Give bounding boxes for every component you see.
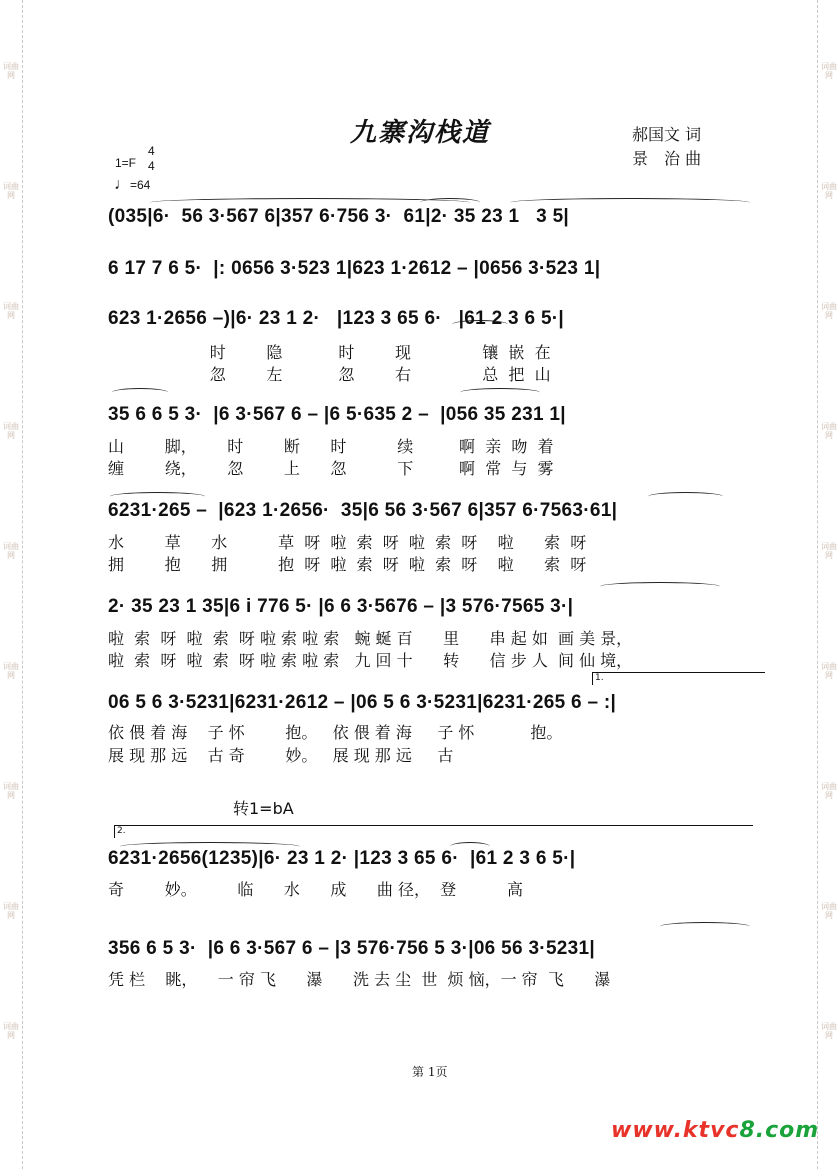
watermark-text: 词曲网 [3, 782, 19, 800]
watermark-text: 词曲网 [3, 182, 19, 200]
time-signature-top: 4 [148, 144, 155, 158]
site-logo-part1: www.ktvc [611, 1118, 740, 1143]
left-margin-strip [0, 0, 23, 1169]
watermark-text: 词曲网 [821, 182, 837, 200]
lyric-line: 凭 栏 眺， 一 帘 飞 瀑 洗 去 尘 世 烦 恼，一 帘 飞 瀑 [108, 970, 611, 989]
watermark-text: 词曲网 [821, 902, 837, 920]
watermark-text: 词曲网 [821, 1022, 837, 1040]
lyric-line: 忽 左 忽 右 总 把 山 [108, 365, 551, 384]
notation-row: 35 6 6 5 3· |6 3·567 6 – |6 5·635 2 – |056 35 231 1| [108, 404, 566, 425]
watermark-text: 词曲网 [821, 62, 837, 80]
notation-row: 623 1·2656 –)|6· 23 1 2· |123 3 65 6· |61 2 3 6 5·| [108, 308, 565, 329]
lyric-line: 时 隐 时 现 镶 嵌 在 [108, 343, 551, 362]
song-title: 九寨沟栈道 [350, 118, 491, 148]
second-ending-bracket [114, 825, 753, 838]
lyric-line: 依 偎 着 海 子 怀 抱。 依 偎 着 海 子 怀 抱。 [108, 723, 563, 742]
slur-mark [460, 388, 540, 397]
notation-row: (035|6· 56 3·567 6|357 6·756 3· 61|2· 35 23 1 3 5| [108, 206, 570, 227]
key-change-marking: 转1=bA [233, 799, 294, 818]
time-signature-bottom: 4 [148, 159, 155, 173]
watermark-text: 词曲网 [821, 662, 837, 680]
lyric-line: 山 脚， 时 断 时 续 啊 亲 吻 着 [108, 437, 554, 456]
quarter-note-icon: ♩ [114, 176, 130, 193]
lyric-line: 水 草 水 草 呀 啦 索 呀 啦 索 呀 啦 索 呀 [108, 533, 587, 552]
lyric-line: 缠 绕， 忽 上 忽 下 啊 常 与 雾 [108, 459, 554, 478]
watermark-text: 词曲网 [3, 662, 19, 680]
notation-row: 6231·265 – |623 1·2656· 35|6 56 3·567 6|357 6·7563·61| [108, 500, 618, 521]
slur-mark [660, 922, 750, 931]
tempo-value: =64 [130, 178, 151, 192]
site-logo [611, 1118, 819, 1143]
site-logo-part2: 8.com [739, 1118, 820, 1143]
watermark-text: 词曲网 [821, 542, 837, 560]
slur-mark [648, 492, 723, 501]
watermark-text: 词曲网 [821, 302, 837, 320]
watermark-text: 词曲网 [3, 302, 19, 320]
notation-row: 356 6 5 3· |6 6 3·567 6 – |3 576·756 5 3·|06 56 3·5231| [108, 938, 596, 959]
time-signature [148, 144, 155, 174]
watermark-text: 词曲网 [821, 422, 837, 440]
lyric-line: 啦 索 呀 啦 索 呀 啦 索 啦 索 蜿 蜒 百 里 串 起 如 画 美 景， [108, 629, 633, 648]
notation-row: 6231·2656(1235)|6· 23 1 2· |123 3 65 6· |61 2 3 6 5·| [108, 848, 576, 869]
watermark-text: 词曲网 [3, 422, 19, 440]
lyric-line: 奇 妙。 临 水 成 曲 径， 登 高 [108, 880, 524, 899]
key-signature: 1=F [115, 156, 137, 170]
lyric-line: 啦 索 呀 啦 索 呀 啦 索 啦 索 九 回 十 转 信 步 人 间 仙 境， [108, 651, 633, 670]
second-ending-label: 2. [117, 826, 126, 836]
watermark-text: 词曲网 [821, 782, 837, 800]
watermark-text: 词曲网 [3, 1022, 19, 1040]
watermark-text: 词曲网 [3, 902, 19, 920]
lyric-line: 展 现 那 远 古 奇 妙。 展 现 那 远 古 [108, 746, 454, 765]
slur-mark [600, 582, 720, 591]
notation-row: 2· 35 23 1 35|6 i 776 5· |6 6 3·5676 – |3 576·7565 3·| [108, 596, 574, 617]
lyricist-credit: 郝国文 词 [632, 125, 702, 144]
first-ending-label: 1. [595, 673, 604, 683]
watermark-text: 词曲网 [3, 62, 19, 80]
tempo-marking [114, 176, 150, 194]
watermark-text: 词曲网 [3, 542, 19, 560]
notation-row: 6 17 7 6 5· |: 0656 3·523 1|623 1·2612 – |0656 3·523 1| [108, 258, 601, 279]
slur-mark [112, 388, 168, 397]
notation-row: 06 5 6 3·5231|6231·2612 – |06 5 6 3·5231|6231·265 6 – :| [108, 692, 617, 713]
first-ending-bracket [592, 672, 765, 685]
right-margin-strip [817, 0, 840, 1169]
lyric-line: 拥 抱 拥 抱 呀 啦 索 呀 啦 索 呀 啦 索 呀 [108, 555, 587, 574]
composer-credit: 景 治 曲 [632, 149, 702, 168]
page-number: 第 1页 [412, 1065, 448, 1079]
